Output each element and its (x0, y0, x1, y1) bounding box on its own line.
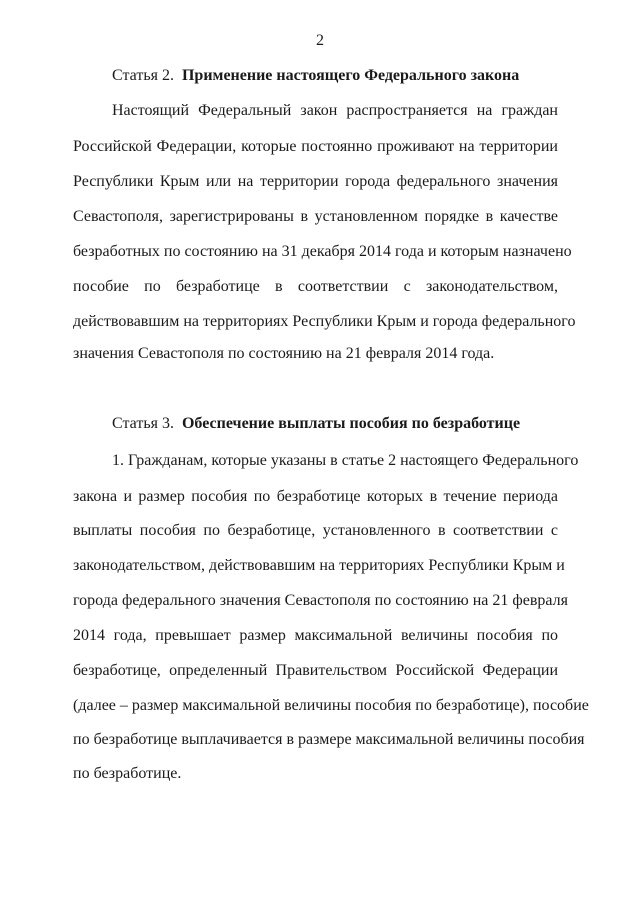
article-3-title: Обеспечение выплаты пособия по безработице (181, 415, 521, 432)
article-3-label: Статья 3. (112, 415, 174, 432)
article-2-line-2: Российской Федерации, которые постоянно проживают на территории (73, 138, 558, 155)
article-3-line-2: закона и размер пособия по безработице которых в течение периода (73, 488, 558, 505)
article-2-heading (112, 66, 519, 86)
page-number: 2 (316, 32, 324, 49)
article-3-line-4: законодательством, действовавшим на территориях Республики Крым и (73, 557, 565, 574)
article-3-line-8: (далее – размер максимальной величины пособия по безработице), пособие (73, 697, 589, 714)
article-2-line-7: действовавшим на территориях Республики Крым и города федерального (73, 313, 576, 330)
article-3-line-9: по безработице выплачивается в размере максимальной величины пособия (73, 731, 585, 748)
article-2-line-5: безработных по состоянию на 31 декабря 2014 года и которым назначено (73, 243, 572, 260)
article-3-line-3: выплаты пособия по безработице, установленного в соответствии с (73, 522, 558, 539)
article-2-line-6: пособие по безработице в соответствии с законодательством, (73, 278, 558, 295)
article-3-line-10: по безработице. (73, 765, 182, 782)
article-3-heading (112, 414, 520, 434)
article-2-label: Статья 2. (112, 67, 174, 84)
article-3-line-1: 1. Гражданам, которые указаны в статье 2 настоящего Федерального (112, 452, 579, 469)
article-2-line-3: Республики Крым или на территории города федерального значения (73, 173, 558, 190)
article-2-line-4: Севастополя, зарегистрированы в установленном порядке в качестве (73, 208, 558, 225)
article-3-line-6: 2014 года, превышает размер максимальной величины пособия по (73, 627, 558, 644)
article-3-line-7: безработице, определенный Правительством Российской Федерации (73, 662, 558, 679)
article-2-line-8: значения Севастополя по состоянию на 21 февраля 2014 года. (73, 345, 495, 362)
article-2-line-1: Настоящий Федеральный закон распространяется на граждан (112, 102, 558, 119)
article-3-line-5: города федерального значения Севастополя по состоянию на 21 февраля (73, 592, 569, 609)
article-2-title: Применение настоящего Федерального закона (181, 67, 520, 84)
